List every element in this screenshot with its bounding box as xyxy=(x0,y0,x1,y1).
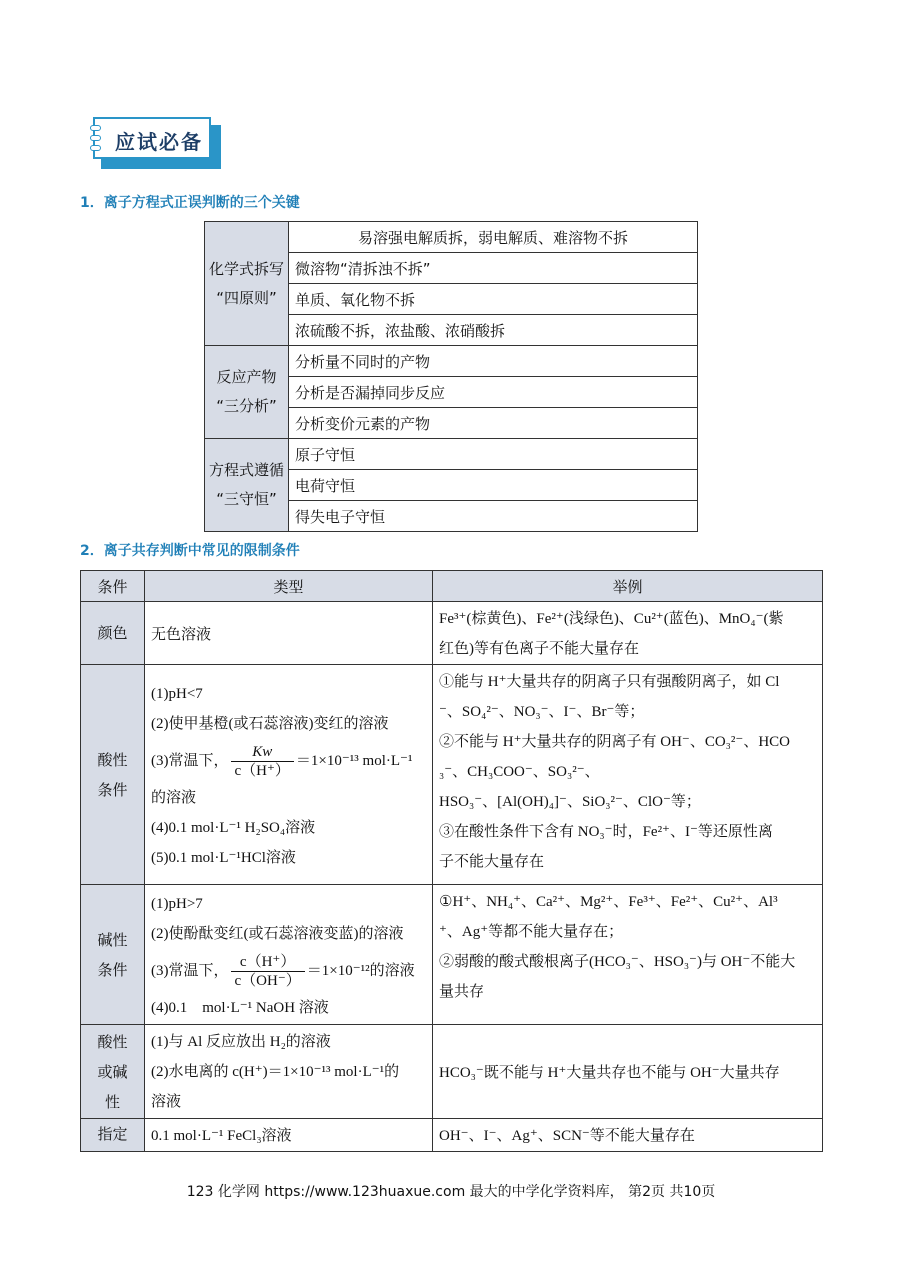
type-cell: (1)pH<7 (2)使甲基橙(或石蕊溶液)变红的溶液 (3)常温下， $\frac{Kw}{c(H^+)}$ ＝1×10⁻¹³ mol·L⁻¹ 的溶液 (4)0.1 mol·L⁻¹ H₂SO₄溶液 (5)0.1 mol·L⁻¹HCl溶液 xyxy=(145,665,433,885)
condition-label: 颜色 xyxy=(81,602,145,665)
page-footer: 123 化学网 https://www.123huaxue.com 最大的中学化学资料库， 第2页 共10页 xyxy=(186,1184,716,1200)
section2-heading: 2．离子共存判断中常见的限制条件 xyxy=(80,543,300,559)
example-cell: HCO₃⁻既不能与 H⁺大量共存也不能与 OH⁻大量共存 xyxy=(433,1025,823,1119)
table-cell: 单质、氧化物不拆 xyxy=(289,284,698,315)
ionic-equation-table xyxy=(204,221,698,532)
table-row xyxy=(205,346,698,377)
fraction: $\frac{Kw}{c(H^+)}$ xyxy=(231,743,294,780)
table-row xyxy=(81,885,823,1025)
table-row xyxy=(205,222,698,253)
group-label: 化学式拆写 “四原则” xyxy=(205,222,289,346)
group-label: 方程式遵循 “三守恒” xyxy=(205,439,289,532)
condition-label: 酸性 或碱 性 xyxy=(81,1025,145,1119)
example-cell: Fe³⁺(棕黄色)、Fe²⁺(浅绿色)、Cu²⁺(蓝色)、MnO₄⁻(紫 红色)等有色离子不能大量存在 xyxy=(433,602,823,665)
condition-label: 酸性 条件 xyxy=(81,665,145,885)
section-badge xyxy=(93,117,221,169)
table-row xyxy=(81,665,823,885)
example-cell: OH⁻、I⁻、Ag⁺、SCN⁻等不能大量存在 xyxy=(433,1119,823,1152)
table-cell: 分析是否漏掉同步反应 xyxy=(289,377,698,408)
notebook-rings-icon xyxy=(90,125,100,155)
table-cell: 微溶物“清拆浊不拆” xyxy=(289,253,698,284)
table-row xyxy=(205,439,698,470)
group-label: 反应产物 “三分析” xyxy=(205,346,289,439)
type-cell: 无色溶液 xyxy=(145,602,433,665)
badge-title: 应试必备 xyxy=(115,130,203,154)
type-cell: 0.1 mol·L⁻¹ FeCl₃溶液 xyxy=(145,1119,433,1152)
condition-label: 指定 xyxy=(81,1119,145,1152)
table-row xyxy=(81,1119,823,1152)
type-cell: (1)与 Al 反应放出 H₂的溶液 (2)水电离的 c(H⁺)＝1×10⁻¹³ mol·L⁻¹的 溶液 xyxy=(145,1025,433,1119)
table-cell: 原子守恒 xyxy=(289,439,698,470)
table-cell: 得失电子守恒 xyxy=(289,501,698,532)
ion-coexistence-table xyxy=(80,570,823,1152)
table-cell: 电荷守恒 xyxy=(289,470,698,501)
example-cell: ①能与 H⁺大量共存的阴离子只有强酸阴离子，如 Cl ⁻、SO₄²⁻、NO₃⁻、I⁻、Br⁻等； ②不能与 H⁺大量共存的阴离子有 OH⁻、CO₃²⁻、HCO ₃⁻、CH₃COO⁻、SO₃²⁻、 HSO₃⁻、[Al(OH)₄]⁻、SiO₃²⁻、ClO⁻等； ③在酸性条件下含有 NO₃⁻时，Fe²⁺、I⁻等还原性离 子不能大量存在 xyxy=(433,665,823,885)
table-cell: 分析量不同时的产物 xyxy=(289,346,698,377)
column-header: 条件 xyxy=(81,571,145,602)
fraction: $\frac{c(H^+)}{c(OH^-)}$ xyxy=(231,953,305,990)
column-header: 举例 xyxy=(433,571,823,602)
column-header: 类型 xyxy=(145,571,433,602)
type-cell: (1)pH>7 (2)使酚酞变红(或石蕊溶液变蓝)的溶液 (3)常温下， $\frac{c(H^+)}{c(OH^-)}$ ＝1×10⁻¹²的溶液 (4)0.1 mol·L⁻¹ NaOH 溶液 xyxy=(145,885,433,1025)
table-row xyxy=(81,602,823,665)
table-row xyxy=(81,1025,823,1119)
table-cell: 浓硫酸不拆，浓盐酸、浓硝酸拆 xyxy=(289,315,698,346)
table-cell: 易溶强电解质拆，弱电解质、难溶物不拆 xyxy=(289,222,698,253)
condition-label: 碱性 条件 xyxy=(81,885,145,1025)
table-cell: 分析变价元素的产物 xyxy=(289,408,698,439)
table-header-row xyxy=(81,571,823,602)
example-cell: ①H⁺、NH₄⁺、Ca²⁺、Mg²⁺、Fe³⁺、Fe²⁺、Cu²⁺、Al³ ⁺、Ag⁺等都不能大量存在； ②弱酸的酸式酸根离子(HCO₃⁻、HSO₃⁻)与 OH⁻不能大 量共存 xyxy=(433,885,823,1025)
section1-heading: 1．离子方程式正误判断的三个关键 xyxy=(80,195,300,211)
